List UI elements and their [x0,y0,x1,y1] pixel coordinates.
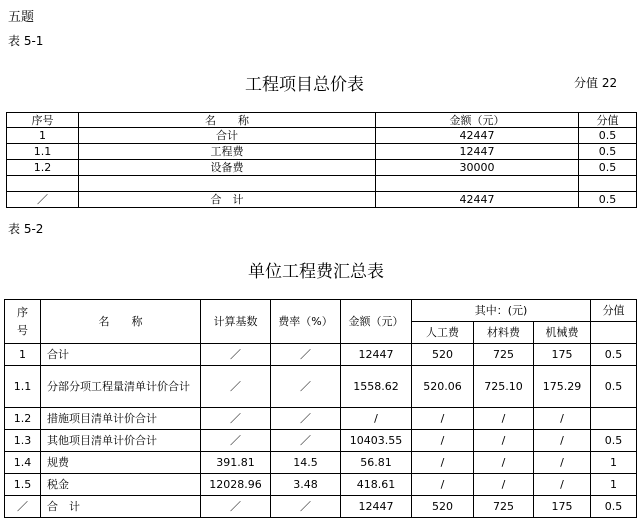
table-row [5,430,637,452]
header-score: 分值 [579,113,637,128]
table2-title: 单位工程费汇总表 [248,262,384,282]
cell-labor: / [412,430,474,452]
cell-material: / [474,408,534,430]
cell-amount: / [341,408,412,430]
table-row [7,144,637,160]
cell-name: 合计 [79,128,376,144]
cell-name: 分部分项工程量清单计价合计 [41,366,201,408]
table-total-row [5,496,637,518]
cell-rate: ／ [271,408,341,430]
cell-amount: 42447 [376,192,579,208]
cell-machine: / [534,430,591,452]
cell-amount: 1558.62 [341,366,412,408]
cell-rate: ／ [271,496,341,518]
cell-amount: 10403.55 [341,430,412,452]
cell-no: 1 [5,344,41,366]
score-note: 分值 22 [574,76,618,90]
cell-no [7,176,79,192]
cell-score: 1 [591,452,637,474]
header-labor: 人工费 [412,322,474,344]
cell-name [79,176,376,192]
header-base: 计算基数 [201,300,271,344]
cell-amount: 12447 [341,344,412,366]
cell-score [591,408,637,430]
cell-labor: 520.06 [412,366,474,408]
cell-base: ／ [201,366,271,408]
cell-rate: ／ [271,366,341,408]
header-material: 材料费 [474,322,534,344]
cell-score: 0.5 [591,430,637,452]
table-row [7,160,637,176]
cell-name: 措施项目清单计价合计 [41,408,201,430]
cell-material: 725 [474,344,534,366]
cell-amount: 30000 [376,160,579,176]
header-amount: 金额（元） [341,300,412,344]
cell-no: 1 [7,128,79,144]
table1-caption: 表 5-1 [8,34,44,48]
cell-score: 0.5 [579,192,637,208]
table-header-row [7,113,637,128]
cell-material: 725.10 [474,366,534,408]
header-name: 名 称 [79,113,376,128]
cell-rate: 14.5 [271,452,341,474]
cell-score: 0.5 [591,496,637,518]
cell-no: 1.4 [5,452,41,474]
header-rate: 费率（%） [271,300,341,344]
cell-score: 0.5 [591,366,637,408]
header-no: 序号 [5,300,41,344]
cell-no: 1.1 [5,366,41,408]
total-price-table [6,112,637,208]
header-name: 名 称 [41,300,201,344]
cell-labor: / [412,452,474,474]
cell-amount: 418.61 [341,474,412,496]
cell-machine: 175 [534,344,591,366]
cell-no: 1.3 [5,430,41,452]
cell-name: 其他项目清单计价合计 [41,430,201,452]
cell-score [579,176,637,192]
table2-caption: 表 5-2 [8,222,44,236]
header-machine: 机械费 [534,322,591,344]
cell-no: ／ [5,496,41,518]
cell-labor: 520 [412,496,474,518]
cell-amount: 12447 [341,496,412,518]
cell-no: 1.5 [5,474,41,496]
header-score-blank [591,322,637,344]
table-row [7,128,637,144]
cell-rate: 3.48 [271,474,341,496]
header-of-which: 其中：(元) [412,300,591,322]
header-amount: 金额（元） [376,113,579,128]
cell-name: 规费 [41,452,201,474]
table-row [5,344,637,366]
cell-base: ／ [201,430,271,452]
cell-base: ／ [201,496,271,518]
table-row [5,452,637,474]
cell-name: 合 计 [41,496,201,518]
cell-base: 391.81 [201,452,271,474]
cell-material: 725 [474,496,534,518]
cell-labor: / [412,474,474,496]
cell-score: 0.5 [579,128,637,144]
cell-base: ／ [201,344,271,366]
cell-amount: 56.81 [341,452,412,474]
unit-cost-summary-table [4,299,637,518]
cell-base: ／ [201,408,271,430]
cell-rate: ／ [271,430,341,452]
cell-material: / [474,474,534,496]
cell-base: 12028.96 [201,474,271,496]
cell-name: 合 计 [79,192,376,208]
cell-material: / [474,430,534,452]
header-no: 序号 [7,113,79,128]
cell-amount [376,176,579,192]
header-score: 分值 [591,300,637,322]
cell-score: 0.5 [591,344,637,366]
cell-machine: / [534,474,591,496]
table-row-empty [7,176,637,192]
cell-amount: 42447 [376,128,579,144]
cell-no: 1.2 [5,408,41,430]
cell-material: / [474,452,534,474]
table-row [5,474,637,496]
cell-name: 工程费 [79,144,376,160]
table-total-row [7,192,637,208]
cell-machine: 175.29 [534,366,591,408]
table-row [5,366,637,408]
cell-no: 1.2 [7,160,79,176]
cell-name: 合计 [41,344,201,366]
table1-title: 工程项目总价表 [245,75,364,95]
cell-labor: / [412,408,474,430]
table-header-row [5,300,637,322]
cell-score: 1 [591,474,637,496]
cell-name: 设备费 [79,160,376,176]
cell-name: 税金 [41,474,201,496]
cell-rate: ／ [271,344,341,366]
question-label: 五题 [8,10,35,25]
cell-machine: / [534,408,591,430]
cell-labor: 520 [412,344,474,366]
table-row [5,408,637,430]
cell-amount: 12447 [376,144,579,160]
cell-no: 1.1 [7,144,79,160]
cell-machine: / [534,452,591,474]
cell-no: ／ [7,192,79,208]
cell-machine: 175 [534,496,591,518]
cell-score: 0.5 [579,160,637,176]
cell-score: 0.5 [579,144,637,160]
